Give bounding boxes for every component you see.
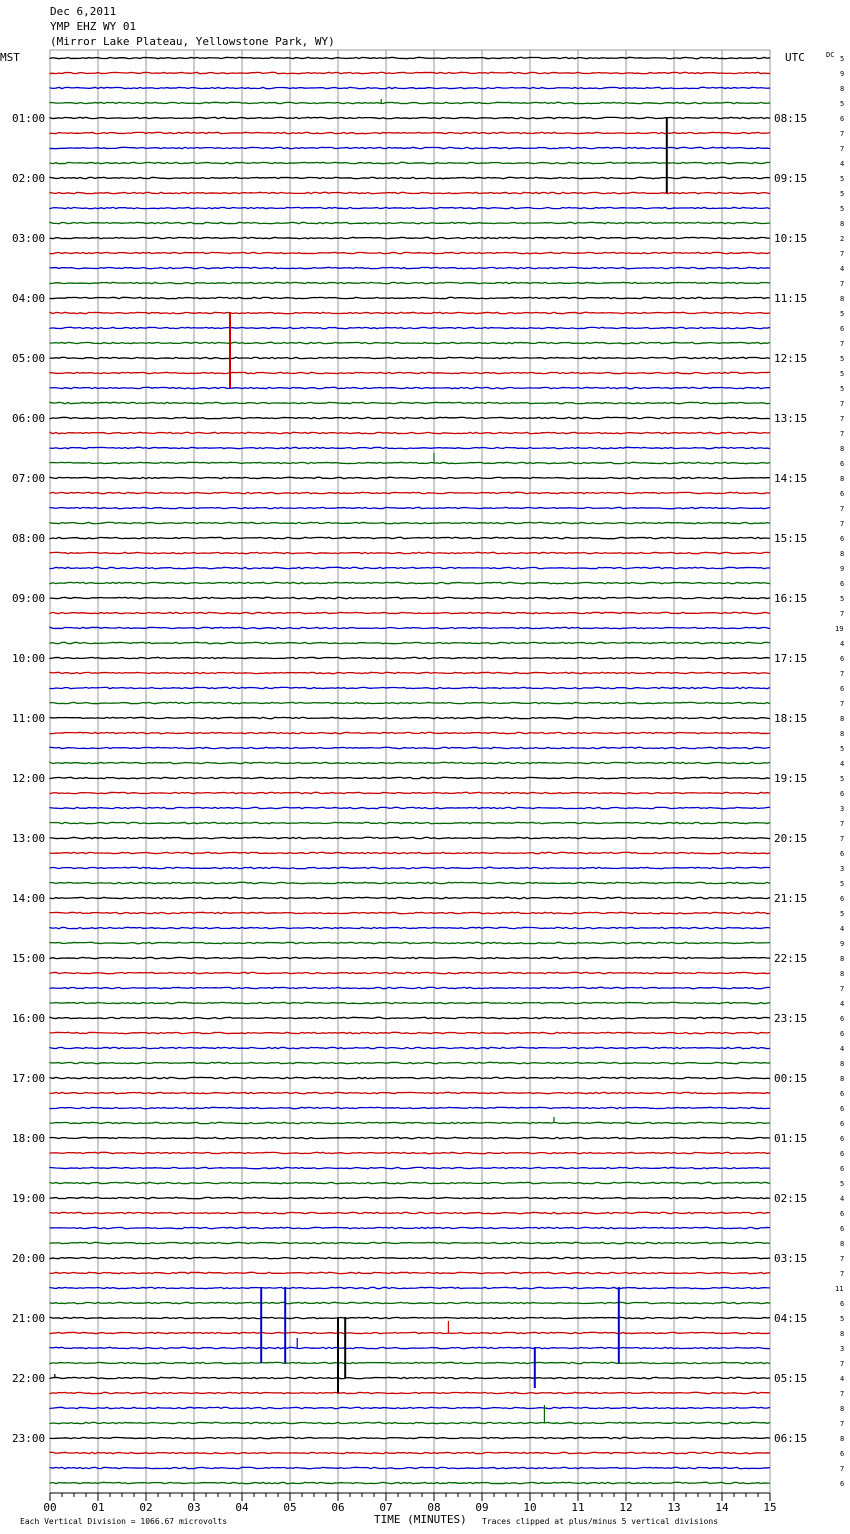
hour-label-utc: 17:15: [774, 652, 808, 665]
dc-value: 6: [840, 325, 845, 333]
dc-value: 6: [840, 1165, 845, 1173]
dc-value: 7: [840, 610, 845, 618]
dc-value: 6: [840, 490, 845, 498]
dc-value: 6: [840, 460, 845, 468]
hour-label-mst: 12:00: [12, 772, 46, 785]
dc-value: 7: [840, 1255, 845, 1263]
x-tick-label: 10: [523, 1501, 537, 1514]
trace-row-31: [50, 507, 770, 508]
trace-row-59: [50, 927, 770, 928]
dc-value: 7: [840, 505, 845, 513]
trace-row-24: [50, 402, 770, 403]
hour-label-mst: 06:00: [12, 412, 46, 425]
dc-value: 8: [840, 1075, 845, 1083]
trace-row-75: [50, 1167, 770, 1168]
trace-row-87: [50, 1347, 770, 1348]
hour-label-utc: 19:15: [774, 772, 808, 785]
trace-row-47: [50, 747, 770, 748]
trace-row-6: [50, 132, 770, 133]
dc-value: 4: [840, 160, 845, 168]
x-tick-label: 11: [571, 1501, 585, 1514]
station-code: YMP EHZ WY 01: [50, 20, 137, 33]
trace-row-91: [50, 1407, 770, 1408]
trace-row-1: [50, 57, 770, 58]
dc-value: 2: [840, 235, 845, 243]
dc-value: 4: [840, 640, 845, 648]
trace-row-12: [50, 222, 770, 223]
dc-value: 5: [840, 310, 845, 318]
trace-row-73: [50, 1137, 770, 1138]
trace-row-52: [50, 822, 770, 823]
trace-row-30: [50, 492, 770, 493]
dc-value: 7: [840, 1390, 845, 1398]
dc-value: 6: [840, 580, 845, 588]
hour-label-utc: 23:15: [774, 1012, 808, 1025]
dc-value: 8: [840, 715, 845, 723]
dc-value: 8: [840, 1405, 845, 1413]
x-tick-label: 03: [187, 1501, 201, 1514]
dc-value: 5: [840, 100, 845, 108]
dc-value: 5: [840, 775, 845, 783]
trace-row-40: [50, 642, 770, 643]
hour-label-utc: 10:15: [774, 232, 808, 245]
dc-value: 7: [840, 820, 845, 828]
hour-label-utc: 04:15: [774, 1312, 808, 1325]
dc-value: 4: [840, 1045, 845, 1053]
trace-row-22: [50, 372, 770, 373]
trace-rows: [50, 57, 770, 1483]
dc-value: 7: [840, 280, 845, 288]
trace-row-95: [50, 1467, 770, 1468]
x-tick-label: 07: [379, 1501, 393, 1514]
trace-row-80: [50, 1242, 770, 1243]
trace-row-49: [50, 777, 770, 778]
hour-label-mst: 23:00: [12, 1432, 46, 1445]
trace-row-68: [50, 1062, 770, 1063]
dc-value: 19: [835, 625, 844, 633]
dc-value: 4: [840, 1000, 845, 1008]
dc-value: 7: [840, 835, 845, 843]
dc-header-label: DC: [826, 51, 835, 59]
dc-value: 5: [840, 175, 845, 183]
dc-value: 5: [840, 745, 845, 753]
hour-label-utc: 08:15: [774, 112, 808, 125]
dc-value: 8: [840, 730, 845, 738]
trace-row-81: [50, 1257, 770, 1258]
dc-value: 7: [840, 340, 845, 348]
dc-value: 8: [840, 1060, 845, 1068]
dc-value: 8: [840, 1240, 845, 1248]
hour-label-utc: 09:15: [774, 172, 808, 185]
trace-row-55: [50, 867, 770, 868]
hour-label-mst: 11:00: [12, 712, 46, 725]
x-tick-label: 05: [283, 1501, 297, 1514]
hour-label-mst: 10:00: [12, 652, 46, 665]
trace-row-72: [50, 1122, 770, 1123]
dc-value: 7: [840, 400, 845, 408]
dc-value: 6: [840, 1150, 845, 1158]
dc-value: 9: [840, 565, 845, 573]
dc-value: 6: [840, 1225, 845, 1233]
trace-row-69: [50, 1077, 770, 1078]
dc-value: 6: [840, 1015, 845, 1023]
dc-value: 8: [840, 445, 845, 453]
hour-label-utc: 13:15: [774, 412, 808, 425]
x-tick-label: 13: [667, 1501, 681, 1514]
dc-value: 8: [840, 955, 845, 963]
trace-row-34: [50, 552, 770, 553]
hour-label-mst: 09:00: [12, 592, 46, 605]
trace-row-32: [50, 522, 770, 523]
dc-value: 7: [840, 1360, 845, 1368]
dc-value: 6: [840, 535, 845, 543]
hour-label-utc: 11:15: [774, 292, 808, 305]
trace-row-74: [50, 1152, 770, 1153]
trace-row-63: [50, 987, 770, 988]
trace-row-89: [50, 1377, 770, 1378]
hour-label-utc: 21:15: [774, 892, 808, 905]
hour-label-mst: 08:00: [12, 532, 46, 545]
dc-value: 6: [840, 685, 845, 693]
trace-row-33: [50, 537, 770, 538]
dc-value: 8: [840, 220, 845, 228]
dc-value: 7: [840, 520, 845, 528]
dc-value: 3: [840, 805, 845, 813]
trace-row-9: [50, 177, 770, 178]
trace-row-85: [50, 1317, 770, 1318]
trace-row-50: [50, 792, 770, 793]
trace-row-21: [50, 357, 770, 358]
dc-value: 5: [840, 190, 845, 198]
dc-value: 7: [840, 1465, 845, 1473]
dc-value: 6: [840, 895, 845, 903]
trace-row-58: [50, 912, 770, 913]
minute-gridlines: [98, 50, 722, 1493]
dc-value: 5: [840, 370, 845, 378]
x-tick-label: 09: [475, 1501, 489, 1514]
hour-label-mst: 21:00: [12, 1312, 46, 1325]
trace-row-2: [50, 72, 770, 73]
dc-value: 8: [840, 970, 845, 978]
dc-value: 7: [840, 985, 845, 993]
trace-row-17: [50, 297, 770, 298]
trace-row-14: [50, 252, 770, 253]
dc-value: 6: [840, 1090, 845, 1098]
dc-value: 4: [840, 925, 845, 933]
x-tick-label: 00: [43, 1501, 57, 1514]
hour-label-utc: 00:15: [774, 1072, 808, 1085]
trace-row-86: [50, 1332, 770, 1333]
trace-row-65: [50, 1017, 770, 1018]
hour-label-utc: 16:15: [774, 592, 808, 605]
dc-value: 5: [840, 910, 845, 918]
dc-value: 7: [840, 430, 845, 438]
trace-row-77: [50, 1197, 770, 1198]
trace-row-84: [50, 1302, 770, 1303]
x-tick-label: 14: [715, 1501, 729, 1514]
trace-row-51: [50, 807, 770, 808]
dc-value: 6: [840, 1210, 845, 1218]
trace-row-29: [50, 477, 770, 478]
hour-label-mst: 04:00: [12, 292, 46, 305]
trace-row-20: [50, 342, 770, 343]
trace-row-18: [50, 312, 770, 313]
x-tick-label: 01: [91, 1501, 105, 1514]
trace-row-19: [50, 327, 770, 328]
dc-value: 5: [840, 205, 845, 213]
trace-row-8: [50, 162, 770, 163]
trace-row-10: [50, 192, 770, 193]
dc-value: 7: [840, 1420, 845, 1428]
trace-row-96: [50, 1482, 770, 1483]
dc-value: 8: [840, 1435, 845, 1443]
trace-row-38: [50, 612, 770, 613]
left-axis-label: MST: [0, 51, 20, 64]
hour-label-utc: 14:15: [774, 472, 808, 485]
trace-row-83: [50, 1287, 770, 1288]
trace-row-67: [50, 1047, 770, 1048]
dc-value: 7: [840, 415, 845, 423]
dc-value: 6: [840, 115, 845, 123]
hour-label-mst: 05:00: [12, 352, 46, 365]
dc-value: 8: [840, 295, 845, 303]
right-axis-label: UTC: [785, 51, 805, 64]
trace-row-42: [50, 672, 770, 673]
time-axis: [43, 1493, 776, 1514]
dc-value: 5: [840, 355, 845, 363]
dc-value: 5: [840, 880, 845, 888]
trace-row-62: [50, 972, 770, 973]
dc-value: 6: [840, 1105, 845, 1113]
trace-row-13: [50, 237, 770, 238]
dc-value: 6: [840, 1120, 845, 1128]
dc-offset-labels: [835, 55, 844, 1488]
dc-value: 5: [840, 385, 845, 393]
trace-row-90: [50, 1392, 770, 1393]
trace-row-7: [50, 147, 770, 148]
x-tick-label: 08: [427, 1501, 441, 1514]
dc-value: 8: [840, 550, 845, 558]
dc-value: 7: [840, 250, 845, 258]
x-tick-label: 15: [763, 1501, 777, 1514]
trace-row-37: [50, 597, 770, 598]
hour-label-mst: 16:00: [12, 1012, 46, 1025]
trace-row-57: [50, 897, 770, 898]
hour-label-utc: 22:15: [774, 952, 808, 965]
hour-label-mst: 22:00: [12, 1372, 46, 1385]
dc-value: 9: [840, 70, 845, 78]
trace-row-76: [50, 1182, 770, 1183]
dc-value: 6: [840, 1480, 845, 1488]
trace-row-15: [50, 267, 770, 268]
hour-label-mst: 20:00: [12, 1252, 46, 1265]
trace-row-26: [50, 432, 770, 433]
trace-row-60: [50, 942, 770, 943]
hour-label-utc: 05:15: [774, 1372, 808, 1385]
dc-value: 7: [840, 700, 845, 708]
trace-row-4: [50, 102, 770, 103]
x-axis-title: TIME (MINUTES): [374, 1513, 467, 1526]
trace-row-88: [50, 1362, 770, 1363]
dc-value: 5: [840, 1315, 845, 1323]
dc-value: 6: [840, 1300, 845, 1308]
trace-row-11: [50, 207, 770, 208]
hour-label-mst: 19:00: [12, 1192, 46, 1205]
trace-row-93: [50, 1437, 770, 1438]
trace-row-61: [50, 957, 770, 958]
trace-row-64: [50, 1002, 770, 1003]
hour-label-utc: 15:15: [774, 532, 808, 545]
trace-row-79: [50, 1227, 770, 1228]
trace-row-41: [50, 657, 770, 658]
dc-value: 7: [840, 1270, 845, 1278]
hour-label-mst: 02:00: [12, 172, 46, 185]
trace-row-66: [50, 1032, 770, 1033]
trace-row-25: [50, 417, 770, 418]
trace-row-35: [50, 567, 770, 568]
hour-label-utc: 06:15: [774, 1432, 808, 1445]
dc-value: 11: [835, 1285, 844, 1293]
dc-value: 6: [840, 850, 845, 858]
clip-note: Traces clipped at plus/minus 5 vertical divisions: [482, 1517, 719, 1526]
x-tick-label: 04: [235, 1501, 249, 1514]
hour-label-mst: 18:00: [12, 1132, 46, 1145]
trace-row-43: [50, 687, 770, 688]
trace-row-92: [50, 1422, 770, 1423]
dc-value: 5: [840, 55, 845, 63]
dc-value: 4: [840, 265, 845, 273]
dc-value: 6: [840, 1030, 845, 1038]
dc-value: 4: [840, 1195, 845, 1203]
hour-label-mst: 17:00: [12, 1072, 46, 1085]
trace-row-27: [50, 447, 770, 448]
dc-value: 6: [840, 655, 845, 663]
trace-row-94: [50, 1452, 770, 1453]
trace-row-46: [50, 732, 770, 733]
hour-label-utc: 01:15: [774, 1132, 808, 1145]
trace-row-28: [50, 462, 770, 463]
dc-value: 5: [840, 1180, 845, 1188]
trace-row-44: [50, 702, 770, 703]
dc-value: 8: [840, 475, 845, 483]
hour-label-utc: 18:15: [774, 712, 808, 725]
trace-row-70: [50, 1092, 770, 1093]
dc-value: 9: [840, 940, 845, 948]
station-location: (Mirror Lake Plateau, Yellowstone Park, WY): [50, 35, 335, 48]
trace-row-82: [50, 1272, 770, 1273]
dc-value: 7: [840, 670, 845, 678]
hour-label-utc: 03:15: [774, 1252, 808, 1265]
plot-date: Dec 6,2011: [50, 5, 117, 18]
dc-value: 4: [840, 1375, 845, 1383]
hour-label-utc: 02:15: [774, 1192, 808, 1205]
dc-value: 6: [840, 1135, 845, 1143]
dc-value: 7: [840, 130, 845, 138]
trace-row-16: [50, 282, 770, 283]
x-tick-label: 12: [619, 1501, 633, 1514]
hour-label-utc: 12:15: [774, 352, 808, 365]
trace-row-39: [50, 627, 770, 628]
hour-label-mst: 13:00: [12, 832, 46, 845]
dc-value: 4: [840, 760, 845, 768]
dc-value: 3: [840, 865, 845, 873]
trace-row-53: [50, 837, 770, 838]
trace-row-5: [50, 117, 770, 118]
trace-row-45: [50, 717, 770, 718]
dc-value: 7: [840, 145, 845, 153]
trace-row-54: [50, 852, 770, 853]
dc-value: 8: [840, 85, 845, 93]
hour-label-mst: 14:00: [12, 892, 46, 905]
dc-value: 6: [840, 790, 845, 798]
hour-label-mst: 01:00: [12, 112, 46, 125]
trace-row-48: [50, 762, 770, 763]
hour-label-utc: 20:15: [774, 832, 808, 845]
x-tick-label: 02: [139, 1501, 153, 1514]
trace-row-56: [50, 882, 770, 883]
hour-label-mst: 15:00: [12, 952, 46, 965]
hour-label-mst: 03:00: [12, 232, 46, 245]
trace-row-78: [50, 1212, 770, 1213]
trace-row-23: [50, 387, 770, 388]
plot-frame: [50, 50, 770, 1493]
trace-row-36: [50, 582, 770, 583]
x-tick-label: 06: [331, 1501, 345, 1514]
dc-value: 8: [840, 1330, 845, 1338]
scale-note: Each Vertical Division = 1066.67 microvolts: [20, 1517, 228, 1526]
dc-value: 5: [840, 595, 845, 603]
trace-row-71: [50, 1107, 770, 1108]
dc-value: 6: [840, 1450, 845, 1458]
dc-value: 3: [840, 1345, 845, 1353]
hour-label-mst: 07:00: [12, 472, 46, 485]
trace-row-3: [50, 87, 770, 88]
